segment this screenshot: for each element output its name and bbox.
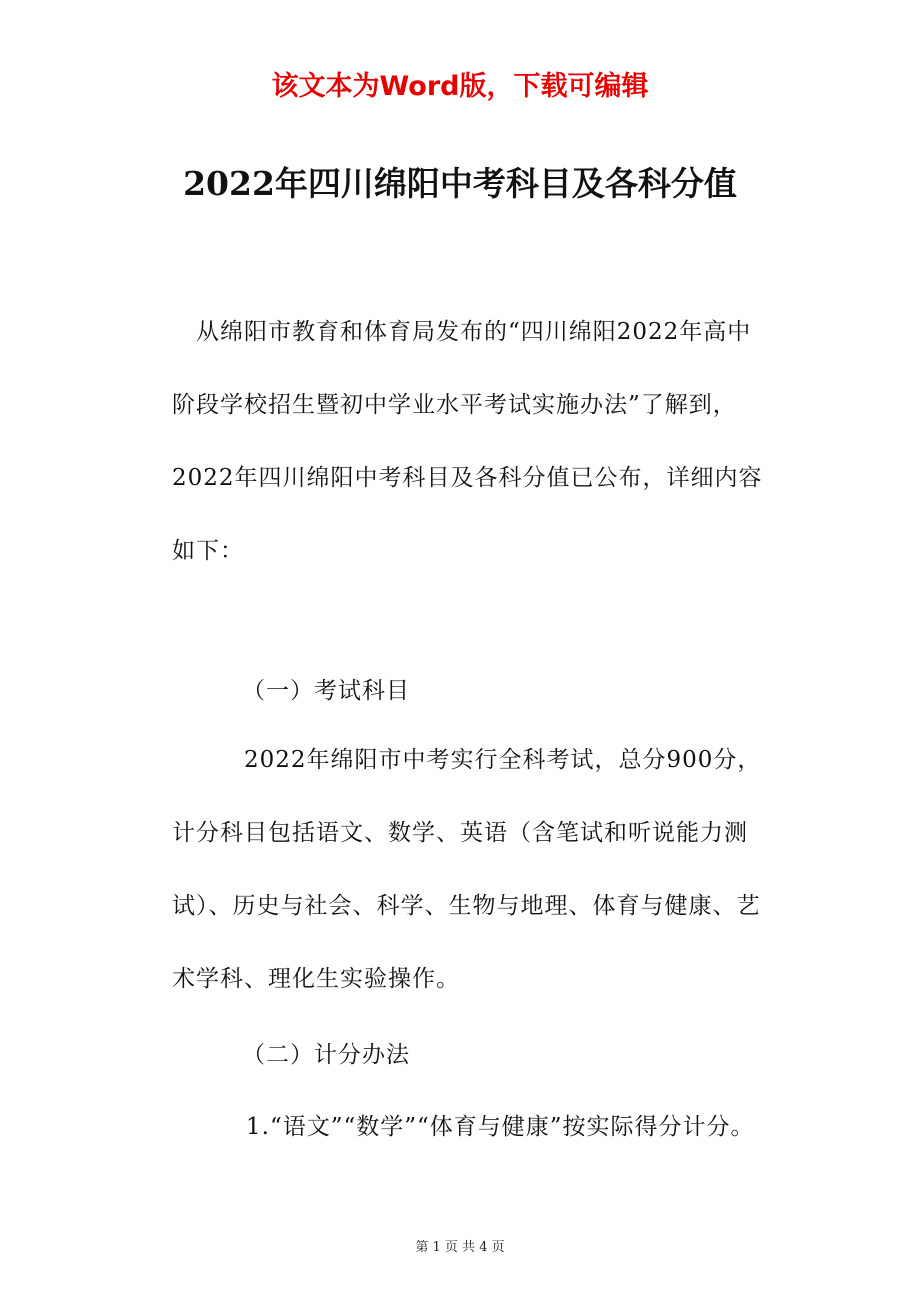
scoring-item-1: 1.“语文”“数学”“体育与健康”按实际得分计分。 [246, 1114, 755, 1140]
intro-line: 如下： [172, 538, 244, 564]
intro-line: 从绵阳市教育和体育局发布的“四川绵阳2022年高中 [196, 319, 752, 345]
intro-paragraph [172, 296, 792, 588]
subjects-line: 试）、历史与社会、科学、生物与地理、体育与健康、艺 [172, 893, 761, 919]
intro-line: 阶段学校招生暨初中学业水平考试实施办法”了解到， [172, 392, 737, 418]
page-footer: 第 1 页 共 4 页 [415, 1240, 505, 1255]
intro-line: 2022年四川绵阳中考科目及各科分值已公布，详细内容 [172, 465, 763, 491]
exam-subjects-paragraph [172, 724, 792, 1016]
subjects-line: 计分科目包括语文、数学、英语（含笔试和听说能力测 [172, 820, 748, 846]
section-heading-exam-subjects: （一）考试科目 [242, 678, 410, 704]
subjects-line: 术学科、理化生实验操作。 [172, 966, 460, 992]
section-heading-scoring: （二）计分办法 [242, 1042, 410, 1068]
page-title: 2022年四川绵阳中考科目及各科分值 [183, 164, 737, 203]
subjects-line: 2022年绵阳市中考实行全科考试，总分900分， [244, 747, 762, 773]
download-banner: 该文本为Word版，下载可编辑 [271, 71, 649, 102]
